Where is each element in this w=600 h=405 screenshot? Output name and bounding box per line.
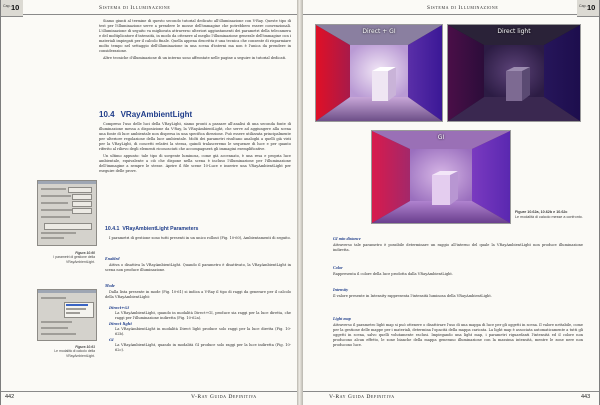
paragraph: I parametri di gestione sono tutti presenti in un unico rollout (Fig. 10-60), Ambientamenti di seguito. <box>109 236 291 240</box>
param-title: GI min distance <box>333 236 361 241</box>
list-item-text: La VRayAmbientLight, quando in modalità Direct+GI, produce sia raggi per la luce diretta, che raggi per l'illuminazione indiretta (Fig. 10-62a). <box>115 311 291 321</box>
mode-list <box>109 306 291 353</box>
page-number: 442 <box>5 394 15 400</box>
header-rule <box>23 14 297 15</box>
rollout-row <box>41 297 66 299</box>
room-render <box>316 25 442 121</box>
param-text <box>333 243 583 255</box>
section-title: VRayAmbientLight <box>120 110 193 119</box>
page-number: 443 <box>581 394 591 400</box>
book-spread <box>1 0 599 405</box>
param-title: Color <box>333 265 343 270</box>
figure-label: Figura 10.61 <box>75 345 95 349</box>
paragraph: Attiva o disattiva la VRayAmbientLight. Quando il parametro è disattivato, la VRayAmbientLight in scena non produce illuminazione. <box>105 263 291 273</box>
paragraph: Altre tecniche d'illuminazione di un interno sono affrontate nelle pagine a seguire in tutorial dedicati. <box>103 55 287 60</box>
rollout-field <box>44 223 92 230</box>
rollout-field <box>72 208 92 214</box>
dropdown-option <box>66 312 80 314</box>
section-text <box>99 122 291 176</box>
list-item-text: La VRayAmbientLight in modalità Direct light produce solo raggi per la luce diretta (Fig. 10-62b). <box>115 327 291 337</box>
subsection-heading <box>105 226 198 232</box>
fig-10-62-caption <box>515 210 595 219</box>
rollout-title-bar <box>38 290 96 293</box>
list-item-label: Direct light <box>109 322 132 327</box>
param-text <box>333 272 583 279</box>
paragraph: Il valore presente in Intensity rappresenta l'intensità luminosa della VRayAmbientLight. <box>333 294 492 298</box>
figure-label: Figura 10.60 <box>75 251 95 255</box>
rollout-field <box>72 194 92 200</box>
list-item-label: Direct+GI <box>109 306 130 310</box>
footer-rule <box>303 391 599 392</box>
render-label: GI <box>437 134 445 141</box>
intro-text <box>99 19 291 63</box>
list-item-text: La VRayAmbientLight, quando in modalità GI produce solo raggi per la luce indiretta (Fig. 10-62c). <box>115 343 291 353</box>
rollout-title-bar <box>38 181 96 184</box>
rollout-row <box>41 237 64 239</box>
param-enabled-title: Enabled <box>105 256 120 261</box>
param-text <box>333 294 583 301</box>
subsection-intro <box>105 236 291 243</box>
render-label: Direct light <box>497 28 531 35</box>
list-item <box>109 322 291 337</box>
paragraph: Compreso l'uso delle luci della VRayLight, siamo pronti a passare all'analisi di una seconda fonte di illuminazione messa a disposizione da V-Ray, la VRayAmbientLight, che serve ad aggiungere alla scena una fonte di luce ambientale non dispersa in una specifica direzione. Può essere utilizzata principalmente per ulteriore regolazione della luce ambientale. Molti dei parametri risultano analoghi a quelli già visti per la VRayLight, di concetti relativi la stessa, quindi tralasceremo le sequenze di luce e per quanto riferito al rilievo degli elementi riconosciuti che accompagnerà gli immagini esemplificative. <box>99 122 291 152</box>
chapter-number: 10 <box>587 3 596 12</box>
chapter-number: 10 <box>11 3 20 12</box>
paragraph: Un ultimo appunto: tale tipo di sorgente luminosa, come già accennato, è una resa e propria luce ambientale, equivalente a ciò che dispone nella scena è incluso l'illuminazione per l'illuminazione dell'immagine a sempre le stesse. Aprire il file scene 10-Luce e inserire una VRayAmbientLight per eseguire delle prove. <box>99 153 291 174</box>
param-title: Light map <box>333 316 351 321</box>
chapter-label: Cap. <box>579 4 587 8</box>
section-heading <box>99 110 192 119</box>
rollout-row <box>41 321 72 323</box>
room-render <box>448 25 580 121</box>
right-page <box>303 0 599 405</box>
rollout-row <box>41 202 68 204</box>
rollout-field <box>68 187 92 193</box>
render-direct-light <box>447 24 581 122</box>
render-label: Direct + GI <box>362 28 396 35</box>
paragraph: Attraverso il parametro light map si può ottenere o disattivare l'uso di una mappa di luce per gli oggetti in scena. Il valore nettabile, come per la gestione delle mappe per i materiali, determina l'opacità della mappa caricata. La light map è associata automaticamente a tutti gli oggetti in scena, salvo quelli volutamente esclusi. Impiegando una light map, i parametri riguardanti l'intensità ed il colore non producono alcun effetto, le zone bianche della mappa generano illuminazione con la massima intensità, mentre le zone nere non producono luce. <box>333 323 583 348</box>
list-item <box>109 338 291 353</box>
footer-title: V-Ray Guida Definitiva <box>329 394 395 400</box>
subsection-title: VRayAmbientLight Parameters <box>122 226 199 232</box>
footer-rule <box>1 391 297 392</box>
dropdown-option <box>66 304 88 306</box>
param-text <box>333 323 583 350</box>
rollout-row <box>41 333 76 335</box>
rollout-row <box>41 209 74 211</box>
running-title: Sistema di Illuminazione <box>427 5 499 11</box>
fig-10-61-caption <box>31 345 95 358</box>
paragraph: Siamo giunti al termine di questo secondo tutorial dedicato all'illuminazione con V-Ray. Queste tipo di test per l'illuminazione serve a prendere le mosse dell'immagine che potrebbero essere convenzionali. L'illuminazione di seguito va migliorata attraverso ulteriori aggiustamenti dei parametri della telecamera e del moltiplicatore d'intensità, in modo da ottenere al meglio l'illuminazione generale dell'immagine con i materiali impiegati per il calcolo finale. Quella appena descritta è una tecnica che consente di risparmiare molto tempo nel settaggio dell'illuminazione in una scena d'interni ma non è l'unica da prendere in considerazione. <box>99 19 291 54</box>
rollout-row <box>41 188 66 190</box>
paragraph: Dalla lista presente in mode (Fig. 10-61) si indica a V-Ray il tipo di raggi da generare per il calcolo della VRayAmbientLight: <box>105 290 291 300</box>
left-page <box>1 0 297 405</box>
dropdown-option <box>66 308 86 310</box>
header-rule <box>303 14 577 15</box>
room-render <box>372 131 510 223</box>
param-mode-text <box>105 290 291 302</box>
running-title: Sistema di Illuminazione <box>99 5 171 11</box>
fig-10-61-screenshot <box>37 289 97 341</box>
fig-10-60-screenshot <box>37 180 97 246</box>
section-number: 10.4 <box>99 110 115 119</box>
figure-text: Le modalità di calcolo della VRayAmbientLight. <box>54 349 95 358</box>
rollout-field <box>72 201 92 207</box>
figure-text: I parametri di gestione della VRayAmbientLight. <box>53 255 95 264</box>
param-mode-title: Mode <box>105 283 115 288</box>
rollout-row <box>41 327 68 329</box>
subsection-number: 10.4.1 <box>105 226 120 232</box>
figure-text: Le modalità di calcolo messe a confronto. <box>515 214 583 219</box>
paragraph: Rappresenta il colore della luce prodotta dalla VRayAmbientLight. <box>333 272 453 276</box>
paragraph: Attraverso tale parametro è possibile determinare un raggio all'interno del quale la VRayAmbientLight non produce illuminazione indiretta. <box>333 243 583 253</box>
chapter-tab <box>577 0 599 17</box>
fig-10-60-caption <box>31 251 95 264</box>
param-title: Intensity <box>333 287 349 292</box>
rollout-row <box>41 232 76 234</box>
footer-title: V-Ray Guida Definitiva <box>191 394 257 400</box>
render-direct-gi <box>315 24 443 122</box>
rollout-row <box>41 195 71 197</box>
param-enabled-text <box>105 263 291 275</box>
list-item-label: GI <box>109 338 114 343</box>
rollout-row <box>41 216 70 218</box>
list-item <box>109 306 291 321</box>
chapter-tab <box>1 0 23 17</box>
chapter-label: Cap. <box>3 4 11 8</box>
figure-label: Figure 10.62a, 10.62b e 10.62c <box>515 210 568 214</box>
render-gi <box>371 130 511 224</box>
